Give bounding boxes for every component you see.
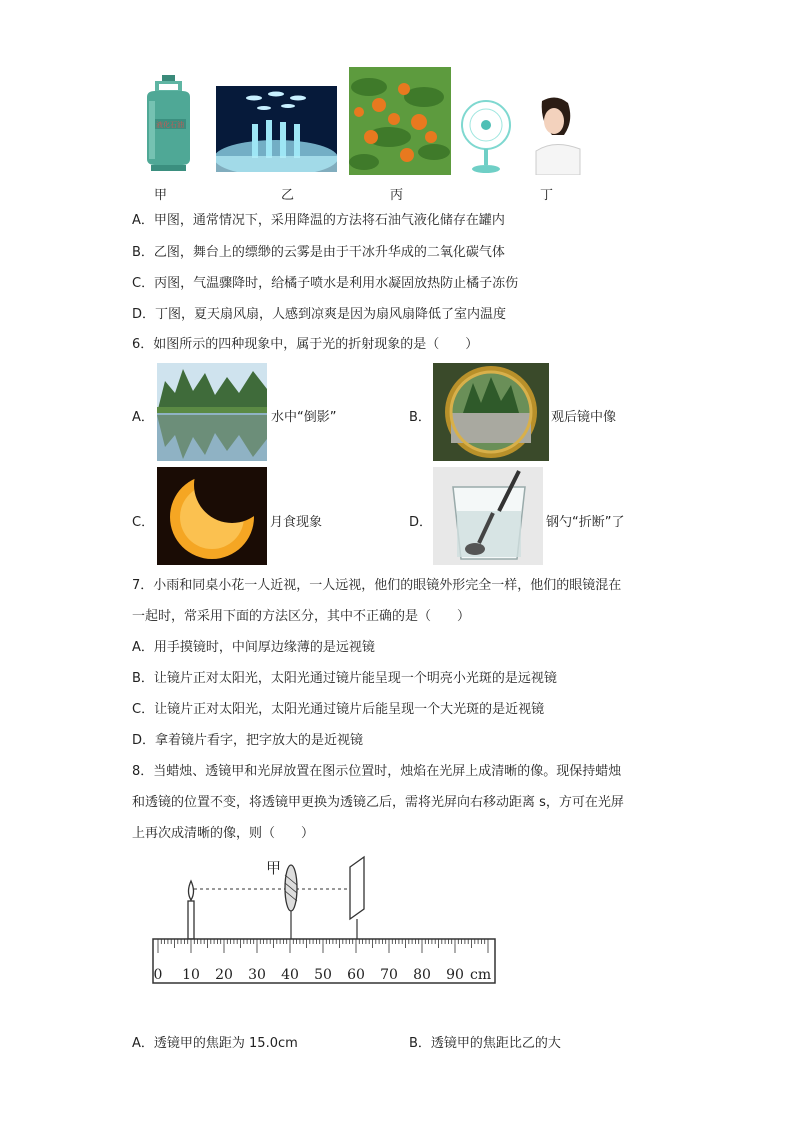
q6-a-letter: A． xyxy=(132,410,154,425)
q6-d-text: 钢勺“折断”了 xyxy=(546,515,625,530)
q5-option-b: B．乙图，舞台上的缥缈的云雾是由于干冰升华成的二氧化碳气体 xyxy=(132,245,505,260)
q8-option-a: A．透镜甲的焦距为 15.0cm xyxy=(132,1036,298,1051)
ruler-tick-label: 90 xyxy=(446,967,464,983)
q5-option-c: C．丙图，气温骤降时，给橘子喷水是利用水凝固放热防止橘子冻伤 xyxy=(132,276,519,291)
q6-d-letter: D． xyxy=(409,515,433,530)
q6-a-text: 水中“倒影” xyxy=(271,410,337,425)
rearview-mirror-image xyxy=(433,363,549,461)
q8-option-b: B．透镜甲的焦距比乙的大 xyxy=(409,1036,561,1051)
q7-option-d: D．拿着镜片看字，把字放大的是近视镜 xyxy=(132,733,364,748)
q7-option-c: C．让镜片正对太阳光，太阳光通过镜片后能呈现一个大光斑的是近视镜 xyxy=(132,702,545,717)
q6-b-text: 观后镜中像 xyxy=(551,410,617,425)
svg-text:液化石油: 液化石油 xyxy=(156,121,184,129)
lens-jia xyxy=(285,865,297,939)
ruler-tick-label: 50 xyxy=(314,967,332,983)
ruler-tick-label: 30 xyxy=(248,967,266,983)
q7-option-b: B．让镜片正对太阳光，太阳光通过镜片能呈现一个明亮小光斑的是远视镜 xyxy=(132,671,557,686)
caption-jia: 甲 xyxy=(154,188,168,203)
optical-bench-diagram xyxy=(150,855,500,990)
q6-stem: 6．如图所示的四种现象中，属于光的折射现象的是（ ） xyxy=(132,337,479,352)
spoon-in-water-image xyxy=(433,467,543,565)
q7-option-a: A．用手摸镜时，中间厚边缘薄的是远视镜 xyxy=(132,640,375,655)
q5-option-a: A．甲图，通常情况下，采用降温的方法将石油气液化储存在罐内 xyxy=(132,213,505,228)
ruler-tick-label: 60 xyxy=(347,967,365,983)
q8-stem-line-2: 和透镜的位置不变，将透镜甲更换为透镜乙后，需将光屏向右移动距离 s，方可在光屏 xyxy=(132,795,624,810)
ruler-unit: cm xyxy=(470,967,492,983)
candle xyxy=(188,881,194,939)
ruler-tick-label: 10 xyxy=(182,967,200,983)
q7-stem-line-1: 7．小雨和同桌小花一人近视，一人远视，他们的眼镜外形完全一样，他们的眼镜混在 xyxy=(132,578,622,593)
q7-stem-line-2: 一起时，常采用下面的方法区分，其中不正确的是（ ） xyxy=(132,609,471,624)
ruler-tick-label: 70 xyxy=(380,967,398,983)
q6-b-letter: B． xyxy=(409,410,431,425)
orange-tree-image xyxy=(349,67,451,175)
fan-and-woman-image xyxy=(456,91,583,175)
mountain-reflection-image xyxy=(157,363,267,461)
caption-bing: 丙 xyxy=(390,188,404,203)
q8-stem-line-3: 上再次成清晰的像，则（ ） xyxy=(132,826,315,841)
q6-c-text: 月食现象 xyxy=(270,515,323,530)
caption-yi: 乙 xyxy=(281,188,295,203)
ruler-tick-label: 0 xyxy=(153,967,163,983)
q8-stem-line-1: 8．当蜡烛、透镜甲和光屏放置在图示位置时，烛焰在光屏上成清晰的像。现保持蜡烛 xyxy=(132,764,622,779)
ruler-tick-label: 80 xyxy=(413,967,431,983)
ruler-tick-label: 40 xyxy=(281,967,299,983)
lunar-eclipse-image xyxy=(157,467,267,565)
caption-ding: 丁 xyxy=(540,188,554,203)
lens-label: 甲 xyxy=(266,859,282,877)
ruler-tick-label: 20 xyxy=(215,967,233,983)
q5-option-d: D．丁图，夏天扇风扇，人感到凉爽是因为扇风扇降低了室内温度 xyxy=(132,307,507,322)
gas-cylinder-image xyxy=(141,73,196,173)
q6-c-letter: C． xyxy=(132,515,155,530)
stage-dance-image xyxy=(216,86,337,172)
light-screen xyxy=(350,857,364,939)
